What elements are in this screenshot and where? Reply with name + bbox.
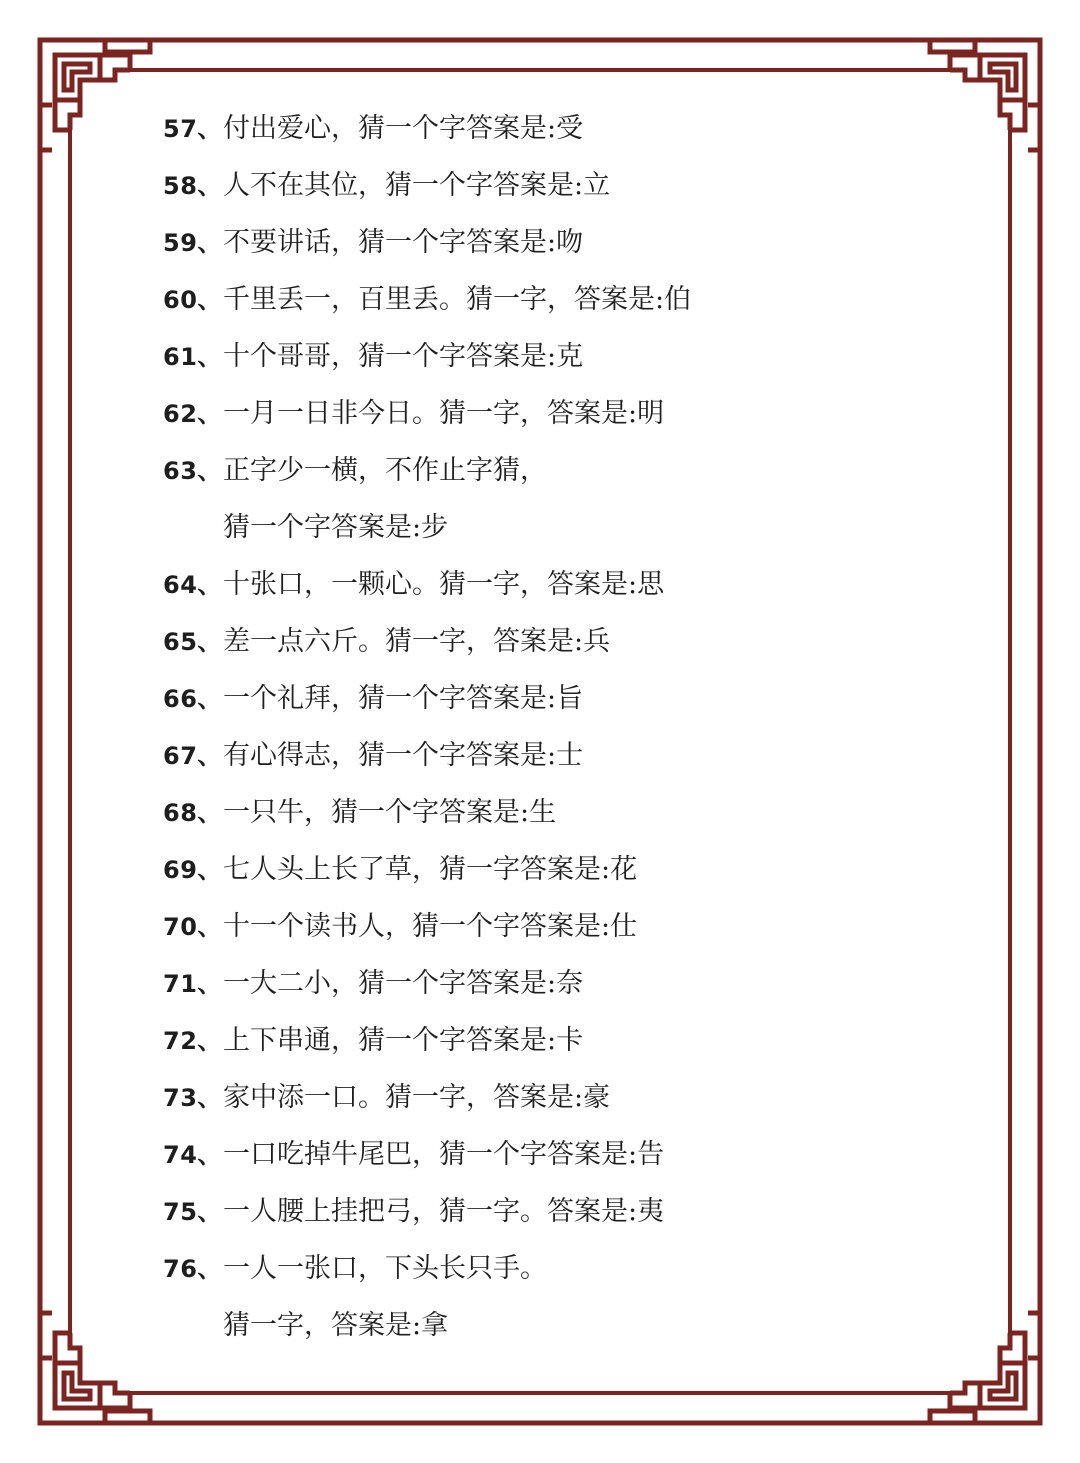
riddle-number: 73、 [163,1084,222,1112]
riddle-number: 60、 [163,286,222,314]
riddle-text: 人不在其位，猜一个字答案是:立 [223,170,611,201]
riddle-item [163,1240,963,1297]
riddle-text: 一人一张口，下头长只手。 [223,1253,547,1284]
riddle-number: 63、 [163,457,222,485]
riddle-number: 66、 [163,685,222,713]
riddle-text: 一个礼拜，猜一个字答案是:旨 [223,683,584,714]
riddle-number: 69、 [163,856,222,884]
riddle-item [163,898,963,955]
riddle-text: 一只牛，猜一个字答案是:生 [223,797,557,828]
riddle-text: 一大二小，猜一个字答案是:奈 [223,968,584,999]
riddle-item [163,442,963,499]
riddle-text: 十张口，一颗心。猜一字，答案是:思 [223,569,665,600]
riddle-item [163,328,963,385]
riddle-number: 74、 [163,1141,222,1169]
riddle-text: 千里丢一，百里丢。猜一字，答案是:伯 [223,284,692,315]
riddle-number: 59、 [163,229,222,257]
riddle-item [163,1126,963,1183]
riddle-text: 猜一个字答案是:步 [223,512,449,543]
riddle-text: 十个哥哥，猜一个字答案是:克 [223,341,584,372]
riddle-list [163,100,963,1354]
riddle-number: 62、 [163,400,222,428]
riddle-item [163,841,963,898]
riddle-text: 一人腰上挂把弓，猜一字。答案是:夷 [223,1196,665,1227]
riddle-item [163,556,963,613]
riddle-text: 猜一字，答案是:拿 [223,1310,449,1341]
riddle-item [163,727,963,784]
riddle-item-continuation [163,1297,963,1354]
riddle-item [163,1183,963,1240]
riddle-item-continuation [163,499,963,556]
riddle-number: 65、 [163,628,222,656]
riddle-text: 七人头上长了草，猜一字答案是:花 [223,854,638,885]
riddle-number: 68、 [163,799,222,827]
riddle-item [163,613,963,670]
riddle-item [163,157,963,214]
corner-ornament-top-left-fret [40,40,150,150]
riddle-number: 72、 [163,1027,222,1055]
corner-ornament-bottom-left-fret [40,1313,150,1423]
riddle-item [163,385,963,442]
riddle-number: 58、 [163,172,222,200]
riddle-item [163,100,963,157]
riddle-number: 64、 [163,571,222,599]
riddle-text: 十一个读书人，猜一个字答案是:仕 [223,911,638,942]
riddle-item [163,1012,963,1069]
riddle-text: 不要讲话，猜一个字答案是:吻 [223,227,584,258]
riddle-number: 71、 [163,970,222,998]
riddle-text: 差一点六斤。猜一字，答案是:兵 [223,626,611,657]
riddle-number: 70、 [163,913,222,941]
riddle-text: 一月一日非今日。猜一字，答案是:明 [223,398,665,429]
riddle-text: 一口吃掉牛尾巴，猜一个字答案是:告 [223,1139,665,1170]
riddle-text: 正字少一横，不作止字猜， [223,455,547,486]
riddle-text: 有心得志，猜一个字答案是:士 [223,740,584,771]
riddle-number: 76、 [163,1255,222,1283]
riddle-number: 57、 [163,115,222,143]
riddle-number: 75、 [163,1198,222,1226]
riddle-item [163,214,963,271]
riddle-number: 61、 [163,343,222,371]
corner-ornament-top-left [40,40,150,150]
riddle-item [163,955,963,1012]
riddle-item [163,784,963,841]
riddle-item [163,1069,963,1126]
riddle-number: 67、 [163,742,222,770]
riddle-text: 家中添一口。猜一字，答案是:豪 [223,1082,611,1113]
riddle-text: 付出爱心，猜一个字答案是:受 [223,113,584,144]
riddle-text: 上下串通，猜一个字答案是:卡 [223,1025,584,1056]
riddle-item [163,271,963,328]
corner-ornament-bottom-left [40,1313,150,1423]
riddle-item [163,670,963,727]
